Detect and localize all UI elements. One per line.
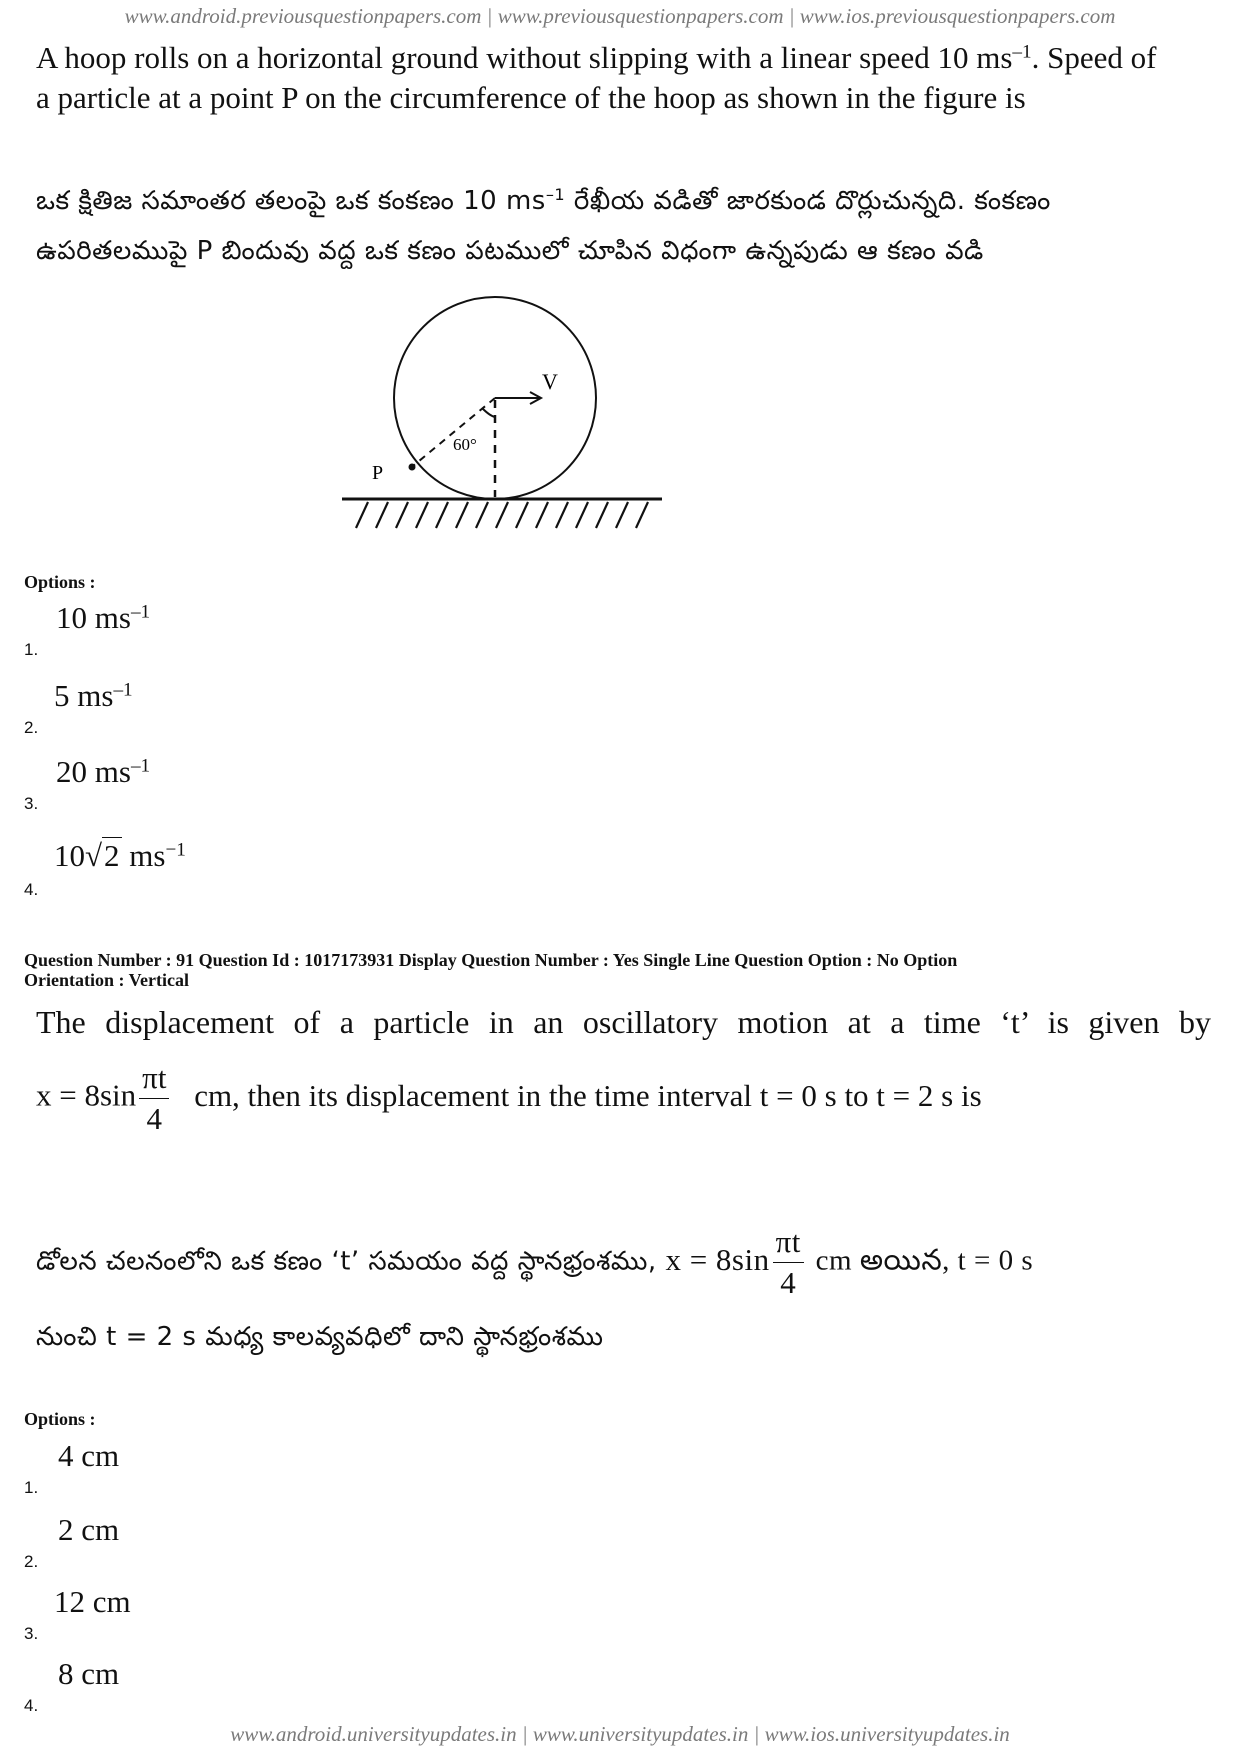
q91-meta-line1: Question Number : 91 Question Id : 1017173931 Display Question Number : Yes Single Line Question Option : No Option: [24, 950, 958, 970]
fraction-numerator: πt: [139, 1058, 169, 1099]
equation-lhs: x = 8sin: [36, 1077, 137, 1113]
option-number: 4.: [24, 1696, 39, 1715]
ground-hatching: [356, 502, 648, 528]
fraction-denominator: 4: [146, 1101, 163, 1136]
option-value: 10 $ms^{-1}$: [56, 600, 151, 635]
q91-meta: [24, 950, 1204, 990]
point-p-label: P: [372, 462, 384, 484]
q90-options-label: Options :: [24, 572, 96, 592]
q90-text-te-line1: ఒక క్షితిజ సమాంతర తలంపై ఒక కంకణం 10 $ms^{-1}$ రేఖీయ వడితో జారకుండ దొర్లుచున్నది. కంకణం: [36, 185, 1051, 216]
angle-arc: [482, 408, 495, 417]
option-number: 3.: [24, 794, 39, 813]
q91-text-te-line1: డోలన చలనంలోని ఒక కణం ‘t’ సమయం వద్ద స్థానభ్రంశము, x = 8sin $\frac{\pi t}{4}$ cm అయిన, t = 0 s: [36, 1224, 1034, 1300]
velocity-label: V: [542, 369, 558, 394]
q91-text-te-line2: నుంచి t = 2 s మధ్య కాలవ్యవధిలో దాని స్థానభ్రంశము: [36, 1322, 604, 1352]
footer-watermark: www.android.universityupdates.in | www.universityupdates.in | www.ios.universityupdates.in: [230, 1722, 1010, 1746]
option-value: 8 cm: [58, 1656, 120, 1691]
option-number: 1.: [24, 1478, 39, 1497]
option-value: 4 cm: [58, 1438, 120, 1473]
q91-options-label: Options :: [24, 1409, 96, 1429]
header-watermark: www.android.previousquestionpapers.com | www.previousquestionpapers.com | www.ios.previousquestionpapers.com: [124, 4, 1116, 28]
option-value: 2 cm: [58, 1512, 120, 1547]
option-number: 2.: [24, 1552, 39, 1571]
q91-meta-line2: Orientation : Vertical: [24, 970, 189, 990]
equation-fraction: [139, 1058, 169, 1139]
q90-text-en-line1: A hoop rolls on a horizontal ground without slipping with a linear speed 10 $ms^{-1}$. Speed of: [36, 40, 1157, 75]
q91-text-en-rest: cm, then its displacement in the time interval t = 0 s to t = 2 s is: [194, 1077, 982, 1113]
option-value: 20 $ms^{-1}$: [56, 754, 151, 789]
q90-text-te-line2: ఉపరితలముపై P బిందువు వద్ద ఒక కణం పటములో చూపిన విధంగా ఉన్నపుడు ఆ కణం వడి: [36, 236, 984, 266]
option-value: 5 $ms^{-1}$: [54, 678, 133, 713]
q90-text-english: [36, 38, 1211, 118]
option-value: 12 cm: [54, 1584, 131, 1619]
q91-text-en-line1: The displacement of a particle in an oscillatory motion at a time ‘t’ is given by: [36, 1004, 1211, 1040]
option-number: 4.: [24, 880, 39, 899]
q91-text-en-line2: [36, 1058, 1211, 1139]
option-number: 1.: [24, 640, 39, 659]
option-number: 3.: [24, 1624, 39, 1643]
option-number: 2.: [24, 718, 39, 737]
q90-text-en-line2: a particle at a point P on the circumference of the hoop as shown in the figure is: [36, 80, 1026, 115]
option-value: 10√2 $ms^{-1}$: [54, 838, 186, 873]
sqrt-radicand: 2: [104, 838, 120, 873]
point-p-marker: [409, 464, 416, 471]
angle-label: 60°: [453, 435, 477, 454]
hoop-figure: [330, 290, 670, 540]
q90-text-telugu: [36, 176, 1216, 276]
